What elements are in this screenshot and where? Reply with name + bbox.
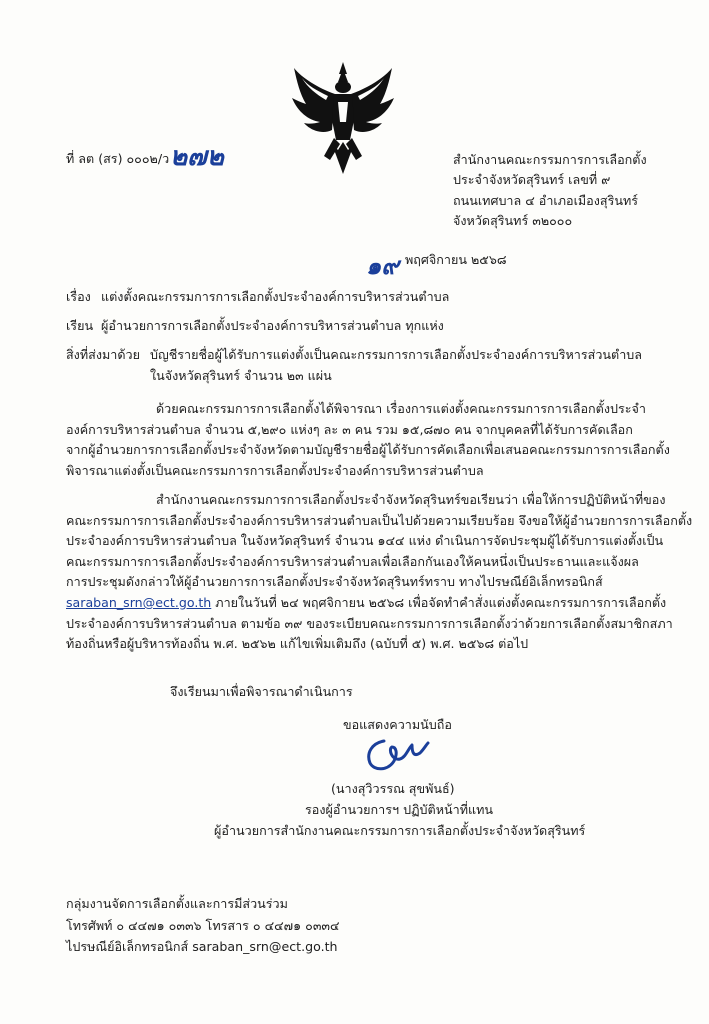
recipient-text: ผู้อำนวยการการเลือกตั้งประจำองค์การบริหารส่วนตำบล ทุกแห่ง: [101, 318, 444, 333]
sender-address: [453, 150, 647, 232]
courtesy-closing: ขอแสดงความนับถือ: [343, 717, 452, 732]
paragraph-line: จากผู้อำนวยการการเลือกตั้งประจำจังหวัดตามบัญชีรายชื่อผู้ได้รับการคัดเลือกเพื่อเสนอคณะกรรมการการเลือกตั้ง: [66, 442, 670, 458]
footer-phone: โทรศัพท์ ๐ ๔๔๗๑ ๐๓๓๖ โทรสาร ๐ ๔๔๗๑ ๐๓๓๔: [66, 918, 340, 933]
sender-line: ถนนเทศบาล ๔ อำเภอเมืองสุรินทร์: [453, 192, 639, 208]
closing-request: จึงเรียนมาเพื่อพิจารณาดำเนินการ: [170, 684, 353, 699]
footer-department: กลุ่มงานจัดการเลือกตั้งและการมีส่วนร่วม: [66, 896, 288, 911]
date-month-year: พฤศจิกายน ๒๕๖๘: [405, 252, 507, 267]
paragraph-line: คณะกรรมการการเลือกตั้งประจำองค์การบริหารส่วนตำบลเพื่อเลือกกันเองให้คนหนึ่งเป็นประธานและแจ้งผล: [66, 553, 639, 569]
subject-text: แต่งตั้งคณะกรรมการการเลือกตั้งประจำองค์การบริหารส่วนตำบล: [101, 289, 450, 304]
sender-line: สำนักงานคณะกรรมการการเลือกตั้ง: [453, 152, 647, 167]
sender-line: จังหวัดสุรินทร์ ๓๒๐๐๐: [453, 213, 573, 229]
enclosure-line-1: บัญชีรายชื่อผู้ได้รับการแต่งตั้งเป็นคณะกรรมการการเลือกตั้งประจำองค์การบริหารส่วนตำบล: [150, 347, 642, 362]
reference-number-handwritten: ๒๗๒: [170, 142, 224, 172]
recipient-label: เรียน: [66, 318, 94, 333]
paragraph-line-with-email: [66, 593, 667, 614]
paragraph-line: การประชุมดังกล่าวให้ผู้อำนวยการการเลือกตั้งประจำจังหวัดสุรินทร์ทราบ ทางไปรษณีย์อิเล็กทรอนิกส์: [66, 574, 603, 590]
footer-email: ไปรษณีย์อิเล็กทรอนิกส์ saraban_srn@ect.go.th: [66, 939, 338, 954]
paragraph-line: พิจารณาแต่งตั้งเป็นคณะกรรมการการเลือกตั้งประจำองค์การบริหารส่วนตำบล: [66, 462, 484, 478]
subject-label: เรื่อง: [66, 289, 91, 304]
paragraph-line: ด้วยคณะกรรมการการเลือกตั้งได้พิจารณา เรื่องการแต่งตั้งคณะกรรมการการเลือกตั้งประจำ: [156, 401, 646, 416]
paragraph-line: ประจำองค์การบริหารส่วนตำบล ตามข้อ ๓๙ ของระเบียบคณะกรรมการการเลือกตั้งว่าด้วยการเลือกตั้งสมาชิกสภา: [66, 615, 673, 631]
paragraph-line: คณะกรรมการการเลือกตั้งประจำองค์การบริหารส่วนตำบลเป็นไปด้วยความเรียบร้อย จึงขอให้ผู้อำนวยการการเลือกตั้ง: [66, 512, 693, 528]
handwritten-signature: [362, 731, 432, 775]
paragraph-line: ประจำองค์การบริหารส่วนตำบล ในจังหวัดสุรินทร์ จำนวน ๑๔๔ แห่ง ดำเนินการจัดประชุมผู้ได้รับการแต่งตั้งเป็น: [66, 533, 664, 549]
paragraph-line: ท้องถิ่นหรือผู้บริหารท้องถิ่น พ.ศ. ๒๕๖๒ แก้ไขเพิ่มเติมถึง (ฉบับที่ ๕) พ.ศ. ๒๕๖๘ ต่อไป: [66, 636, 529, 652]
enclosure-line-2: ในจังหวัดสุรินทร์ จำนวน ๒๓ แผ่น: [150, 368, 332, 383]
signer-title-line-2: ผู้อำนวยการสำนักงานคณะกรรมการการเลือกตั้งประจำจังหวัดสุรินทร์: [214, 823, 586, 838]
body-paragraph-2: [66, 490, 693, 655]
enclosure-label: สิ่งที่ส่งมาด้วย: [66, 347, 140, 362]
paragraph-line: สำนักงานคณะกรรมการการเลือกตั้งประจำจังหวัดสุรินทร์ขอเรียนว่า เพื่อให้การปฏิบัติหน้าที่ของ: [156, 492, 666, 507]
body-paragraph-1: [66, 399, 670, 481]
sender-line: ประจำจังหวัดสุรินทร์ เลขที่ ๙: [453, 172, 611, 188]
signer-name: (นางสุวิวรรณ สุขพันธ์): [331, 781, 455, 796]
paragraph-text: ภายในวันที่ ๒๔ พฤศจิกายน ๒๕๖๘ เพื่อจัดทำคำสั่งแต่งตั้งคณะกรรมการการเลือกตั้ง: [211, 594, 667, 610]
reference-prefix: ที่ ลต (สร) ๐๐๐๒/ว: [66, 151, 170, 166]
garuda-emblem: [288, 60, 398, 176]
email-link[interactable]: saraban_srn@ect.go.th: [66, 594, 212, 610]
paragraph-line: องค์การบริหารส่วนตำบล จำนวน ๕,๒๙๐ แห่งๆ ละ ๓ คน รวม ๑๕,๘๗๐ คน จากบุคคลที่ได้รับการคัดเลือก: [66, 421, 633, 437]
signer-title-line-1: รองผู้อำนวยการฯ ปฏิบัติหน้าที่แทน: [305, 802, 494, 817]
date-day-handwritten: ๑๙: [366, 251, 399, 280]
